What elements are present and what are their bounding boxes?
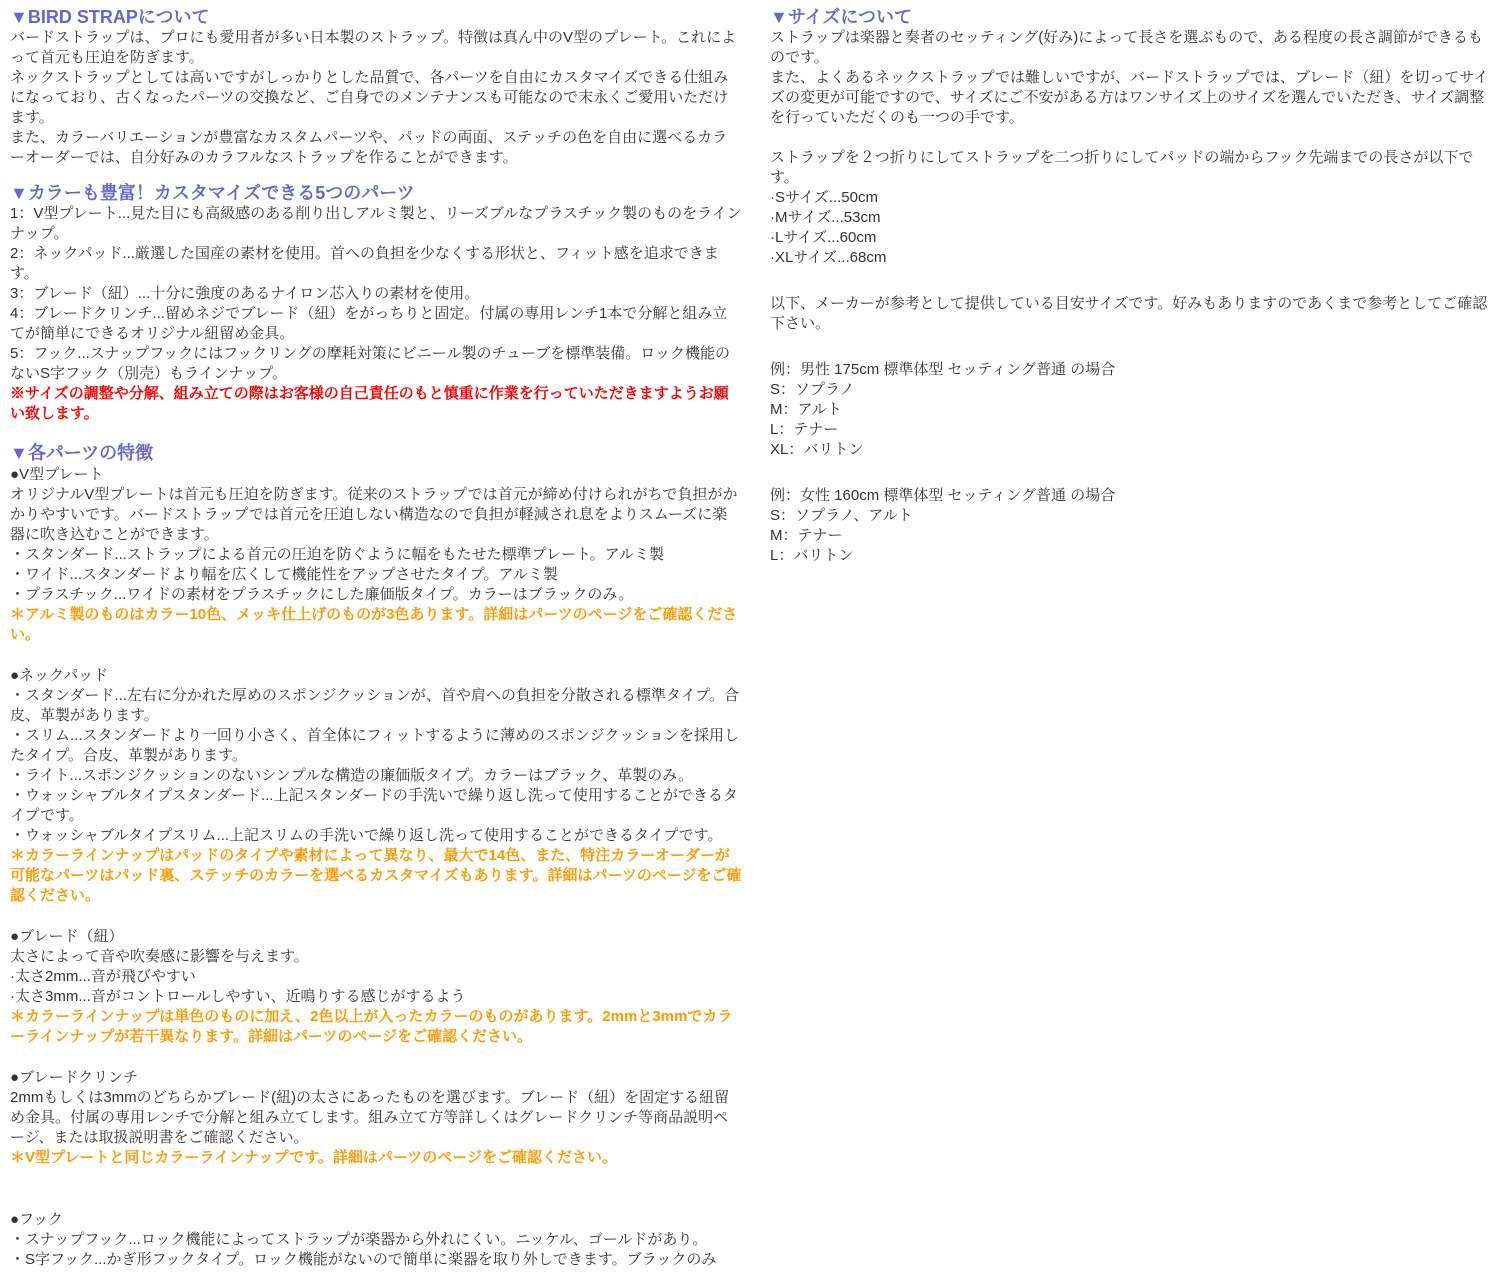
about-paragraph: ネックストラップとしては高いですがしっかりとした品質で、各パーツを自由にカスタマイズできる仕組みになっており、古くなったパーツの交換など、ご自身でのメンテナンスも可能なので末永くご愛用いただけます。 [10, 69, 729, 126]
section-part-features [10, 442, 742, 1270]
right-column [770, 6, 1490, 566]
color-note: ＊カラーラインナップは単色のものに加え、2色以上が入ったカラーのものがあります。2mmと3mmでカラーラインナップが若干異なります。詳細はパーツのページをご確認ください。 [10, 1008, 733, 1045]
part-item: 2：ネックパッド...厳選した国産の素材を使用。首への負担を少なくする形状と、フィット感を追求できます。 [10, 245, 719, 282]
about-paragraph: また、カラーバリエーションが豊富なカスタムパーツや、パッドの両面、ステッチの色を自由に選べるカラーオーダーでは、自分好みのカラフルなストラップを作ることができます。 [10, 129, 728, 166]
feature-line: ・S字フック...かぎ形フックタイプ。ロック機能がないので簡単に楽器を取り外しできます。ブラックのみ [10, 1251, 717, 1268]
left-column [10, 6, 742, 1270]
feature-line: ・ウォッシャブルタイプスタンダード...上記スタンダードの手洗いで繰り返し洗って使用することができるタイプです。 [10, 787, 738, 824]
size-list-item: ·XLサイズ...68cm [770, 249, 887, 266]
example-line: L：テナー [770, 421, 839, 438]
example-line: M：テナー [770, 527, 843, 544]
feature-line: ・ワイド...スタンダードより幅を広くして機能性をアップさせたタイプ。アルミ製 [10, 566, 558, 583]
feature-line: 太さによって音や吹奏感に影響を与えます。 [10, 948, 309, 965]
size-example-female [770, 486, 1490, 566]
subsection-hook [10, 1210, 742, 1270]
feature-line: ・スナップフック...ロック機能によってストラップが楽器から外れにくい。ニッケル、ゴールドがあり。 [10, 1231, 708, 1248]
section-five-parts [10, 182, 742, 424]
subsection-neck-pad [10, 666, 742, 906]
size-intro-paragraph: また、よくあるネックストラップでは難しいですが、バードストラップでは、ブレード（紐）を切ってサイズの変更が可能ですので、サイズにご不安がある方はワンサイズ上のサイズを選んでいただき、サイズ調整を行っていただくのも一つの手です。 [770, 69, 1489, 126]
subsection-title: ●ブレードクリンチ [10, 1069, 139, 1086]
color-note: ＊アルミ製のものはカラー10色、メッキ仕上げのものが3色あります。詳細はパーツのページをご確認ください。 [10, 606, 738, 643]
feature-line: ・ウォッシャブルタイプスリム...上記スリムの手洗いで繰り返し洗って使用することができるタイプです。 [10, 827, 723, 844]
example-line: S：ソプラノ [770, 381, 855, 398]
size-list-item: ·Lサイズ...60cm [770, 229, 877, 246]
subsection-braid [10, 927, 742, 1047]
feature-line: ・スタンダード...左右に分かれた厚めのスポンジクッションが、首や肩への負担を分散される標準タイプ。合皮、革製があります。 [10, 687, 739, 724]
feature-line: ・スタンダード...ストラップによる首元の圧迫を防ぐように幅をもたせた標準プレート。アルミ製 [10, 546, 665, 563]
size-list-item: ·Sサイズ...50cm [770, 189, 878, 206]
feature-line: ・スリム...スタンダードより一回り小さく、首全体にフィットするように薄めのスポンジクッションを採用したタイプ。合皮、革製があります。 [10, 727, 739, 764]
example-line: M：アルト [770, 401, 842, 418]
feature-line: オリジナルV型プレートは首元も圧迫を防ぎます。従来のストラップでは首元が締め付けられがちで負担がかかりやすいです。バードストラップでは首元を圧迫しない構造なので負担が軽減され息をよりスムーズに楽器に吹き込むことができます。 [10, 486, 738, 543]
section-heading-about: ▼BIRD STRAPについて [10, 7, 210, 27]
subsection-title: ●ブレード（紐） [10, 928, 124, 945]
section-heading-part-features: ▼各パーツの特徴 [10, 443, 154, 463]
feature-line: ·太さ3mm...音がコントロールしやすい、近鳴りする感じがするよう [10, 988, 466, 1005]
part-item: 3：ブレード（紐）...十分に強度のあるナイロン芯入りの素材を使用。 [10, 285, 480, 302]
size-intro-paragraph: ストラップは楽器と奏者のセッティング(好み)によって長さを選ぶもので、ある程度の長さ調節ができるものです。 [770, 29, 1483, 66]
size-list-item: ·Mサイズ...53cm [770, 209, 881, 226]
example-title: 例：男性 175cm 標準体型 セッティング普通 の場合 [770, 361, 1116, 378]
section-about [10, 6, 742, 168]
section-heading-five-parts: ▼カラーも豊富！カスタマイズできる5つのパーツ [10, 183, 415, 203]
feature-line: 2mmもしくは3mmのどちらかブレード(紐)の太さにあったものを選びます。ブレード（紐）を固定する紐留め金具。付属の専用レンチで分解と組み立てします。組み立て方等詳しくはグレードクリンチ等商品説明ページ、または取扱説明書をご確認ください。 [10, 1089, 730, 1146]
subsection-title: ●V型プレート [10, 466, 104, 483]
subsection-title: ●フック [10, 1211, 64, 1228]
example-line: XL：バリトン [770, 441, 864, 458]
subsection-braid-clinch [10, 1068, 742, 1168]
size-adjustment-warning: ※サイズの調整や分解、組み立ての際はお客様の自己責任のもと慎重に作業を行っていただきますようお願い致します。 [10, 385, 729, 422]
feature-line: ・ライト...スポンジクッションのないシンプルな構造の廉価版タイプ。カラーはブラック、革製のみ。 [10, 767, 694, 784]
part-item: 1：V型プレート...見た目にも高級感のある削り出しアルミ製と、リーズブルなプラスチック製のものをラインナップ。 [10, 205, 742, 242]
subsection-v-plate [10, 465, 742, 645]
part-item: 5：フック...スナップフックにはフックリングの摩耗対策にビニール製のチューブを標準装備。ロック機能のないS字フック（別売）もラインナップ。 [10, 345, 730, 382]
color-note: ＊V型プレートと同じカラーラインナップです。詳細はパーツのページをご確認ください。 [10, 1149, 618, 1166]
feature-line: ·太さ2mm...音が飛びやすい [10, 968, 196, 985]
size-guide-note: 以下、メーカーが参考として提供している目安サイズです。好みもありますのであくまで参考としてご確認下さい。 [770, 295, 1488, 332]
about-paragraph: バードストラップは、プロにも愛用者が多い日本製のストラップ。特徴は真ん中のV型のプレート。これによって首元も圧迫を防ぎます。 [10, 29, 737, 66]
example-line: S：ソプラノ、アルト [770, 507, 913, 524]
feature-line: ・プラスチック...ワイドの素材をプラスチックにした廉価版タイプ。カラーはブラックのみ。 [10, 586, 634, 603]
example-line: L：バリトン [770, 547, 854, 564]
size-fold-note: ストラップを２つ折りにしてストラップを二つ折りにしてパッドの端からフック先端までの長さが以下です。 [770, 149, 1474, 186]
part-item: 4：ブレードクリンチ...留めネジでブレード（紐）をがっちりと固定。付属の専用レンチ1本で分解と組み立てが簡単にできるオリジナル紐留め金具。 [10, 305, 728, 342]
subsection-title: ●ネックパッド [10, 667, 109, 684]
color-note: ＊カラーラインナップはパッドのタイプや素材によって異なり、最大で14色、また、特注カラーオーダーが可能なパーツはパッド裏、ステッチのカラーを選べるカスタマイズもあります。詳細はパーツのページをご確認ください。 [10, 847, 742, 904]
section-heading-size: ▼サイズについて [770, 7, 913, 27]
size-example-male [770, 360, 1490, 460]
example-title: 例：女性 160cm 標準体型 セッティング普通 の場合 [770, 487, 1116, 504]
section-size [770, 6, 1490, 566]
